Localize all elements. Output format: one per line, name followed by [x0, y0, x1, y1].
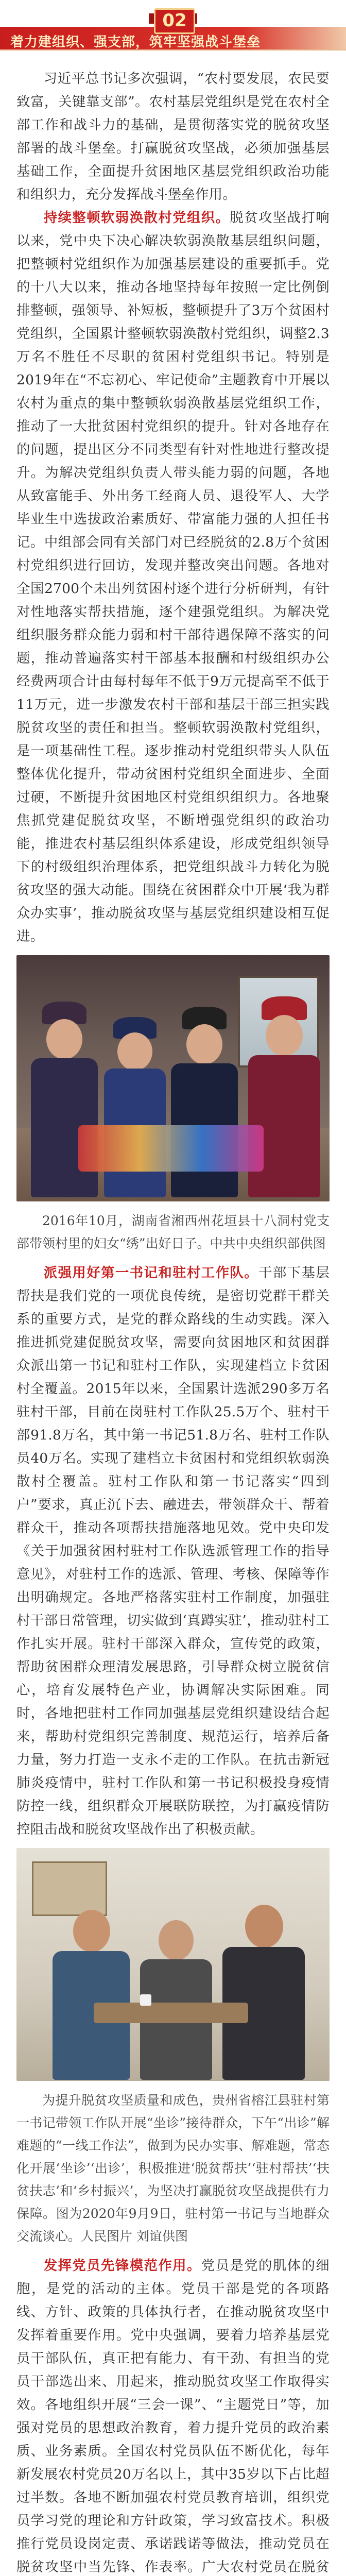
section-2-lead: 派强用好第一书记和驻村工作队。 — [43, 1265, 259, 1281]
photo-1-caption: 2016年10月，湖南省湘西州花垣县十八洞村党支部带领村里的妇女“绣”出好日子。中共中央组织部供图 — [16, 1213, 330, 1251]
section-3-paragraph — [16, 2254, 330, 2576]
wall-picture — [32, 1861, 107, 1916]
tea-cup — [140, 1994, 151, 2006]
article-page — [0, 6, 346, 2576]
section-3-text: 党员是党的肌体的细胞，是党的活动的主体。党员干部是党的各项路线、方针、政策的具体执行者，在推动脱贫攻坚中发挥着重要作用。党中央强调，要着力培养基层党员干部队伍，真正把有能力、有干劲、有担当的党员干部选出来、用起来，推动脱贫攻坚工作取得实效。各地组织开展“三会一课”、“主题党日”等，加强对党员的思想政治教育，着力提升党员的政治素质、业务素质。全国农村党员队伍不断优化，每年新发展农村党员20万名以上，其中35岁以下占比超过半数。各地不断加强农村党员教育培训，组织党员学习党的理论和方针政策，学习致富技术。积极推行党员设岗定责、承诺践诺等做法，推动党员在脱贫攻坚中当先锋、作表率。广大农村党员在脱贫 — [16, 2258, 330, 2575]
section-1-text: 脱贫攻坚战打响以来，党中央下决心解决软弱涣散基层组织问题，把整顿村党组织作为加强基层建设的重要抓手。党的十八大以来，推动各地坚持每年按照一定比例倒排整顿，强领导、补短板，整顿提升了3万个贫困村党组织，全国累计整顿软弱涣散村党组织，调整2.3万名不胜任不尽职的贫困村党组织书记。特别是2019年在“不忘初心、牢记使命”主题教育中开展以农村为重点的集中整顿软弱涣散基层党组织工作，推动了一大批贫困村党组织的提升。针对各地存在的问题，提出区分不同类型有针对性地进行整改提升。为解决党组织负责人带头能力弱的问题，各地从致富能手、外出务工经商人员、退役军人、大学毕业生中选拔政治素质好、带富能力强的人担任书记。中组部会同有关部门对已经脱贫的2.8万个贫困村党组织进行回访，发现并整改突出问题。各地对全国2700个未出列贫困村逐个进行分析研判，有针对性地落实帮扶措施，逐个建强党组织。为解决党组织服务群众能力弱和村干部待遇保障不落实的问题，推动普遍落实村干部基本报酬和村级组织办公经费两项合计由每村每年不低于9万元提高至不低于11万元，进一步激发农村干部和基层干部三担实践脱贫攻坚的责任和担当。整顿软弱涣散村党组织，是一项基础性工程。逐步推动村党组织带头人队伍整体优化提升，带动贫困村党组织全面进步、全面过硬，不断提升贫困地区村党组织组织力。各地聚焦抓党建促脱贫攻坚，不断增强党组织的政治功能，推进农村基层组织体系建设，形成党组织领导下的村级组织治理体系，把党组织战斗力转化为脱贫攻坚的强大动能。围绕在贫困群众中开展‘我为群众办实事’，推动脱贫攻坚与基层党组织建设相互促进。 — [16, 210, 330, 944]
embroidery-cloth — [78, 1125, 264, 1172]
section-number: 02 — [162, 10, 187, 31]
section-2-text: 干部下基层帮扶是我们党的一项优良传统，是密切党群干群关系的重要方式，是党的群众路线的生动实践。深入推进抓党建促脱贫攻坚，需要向贫困地区和贫困群众派出第一书记和驻村工作队，实现建档立卡贫困村全覆盖。2015年以来，全国累计选派290多万名驻村干部，目前在岗驻村工作队25.5万个、驻村干部91.8万名，其中第一书记51.8万名、驻村工作队员40万名。实现了建档立卡贫困村和党组织软弱涣散村全覆盖。驻村工作队和第一书记落实“四到户”要求，真正沉下去、融进去，带领群众干、帮着群众干，推动各项帮扶措施落地见效。党中央印发《关于加强贫困村驻村工作队选派管理工作的指导意见》，对驻村工作的选派、管理、考核、保障等作出明确规定。各地严格落实驻村工作制度，加强驻村干部日常管理，切实做到‘真蹲实驻’，推动驻村工作扎实开展。驻村干部深入群众，宣传党的政策，帮助贫困群众理清发展思路，引导群众树立脱贫信心，培育发展特色产业，协调解决实际困难。同时，各地把驻村工作同加强基层党组织建设结合起来，帮助村党组织完善制度、规范运行，培养后备力量，努力打造一支永不走的工作队。在抗击新冠肺炎疫情中，驻村工作队和第一书记积极投身疫情防控一线，组织群众开展联防联控，为打赢疫情防控阻击战和脱贫攻坚战作出了积极贡献。 — [16, 1265, 330, 1837]
section-1-lead: 持续整顿软弱涣散村党组织。 — [43, 210, 230, 226]
table — [94, 2003, 248, 2023]
section-2-paragraph — [16, 1261, 330, 1841]
article-body — [0, 56, 346, 2576]
person — [222, 1905, 305, 2080]
person — [53, 1910, 130, 2080]
section-3-lead: 发挥党员先锋模范作用。 — [43, 2258, 201, 2274]
section-banner — [0, 6, 346, 56]
section-number-badge — [149, 6, 197, 31]
photo-embroidery-women — [16, 955, 330, 1201]
intro-paragraph: 习近平总书记多次强调，“农村要发展，农民要致富，关键靠支部”。农村基层党组织是党在农村全部工作和战斗力的基础，是贯彻落实党的脱贫攻坚部署的战斗堡垒。打赢脱贫攻坚战，必须加强基层基础工作，全面提升贫困地区基层党组织政治功能和组织力，充分发挥战斗堡垒作用。 — [16, 71, 330, 202]
photo-secretary-talk — [16, 1848, 330, 2081]
photo-2-caption: 为提升脱贫攻坚质量和成色，贵州省榕江县驻村第一书记带领工作队开展“坐诊”接待群众，下午“出诊”解难题的“一线工作法”，做到为民办实事、解难题，常态化开展‘坐诊’‘出诊’，积极推进‘脱贫帮扶’‘驻村帮扶’‘扶贫扶志’和‘乡村振兴’，为坚决打赢脱贫攻坚战提供有力保障。图为2020年9月9日，驻村第一书记与当地群众交流谈心。人民图片 刘谊供图 — [16, 2093, 330, 2244]
section-title: 着力建组织、强支部，筑牢坚强战斗堡垒 — [10, 35, 261, 50]
section-1-paragraph — [16, 206, 330, 948]
